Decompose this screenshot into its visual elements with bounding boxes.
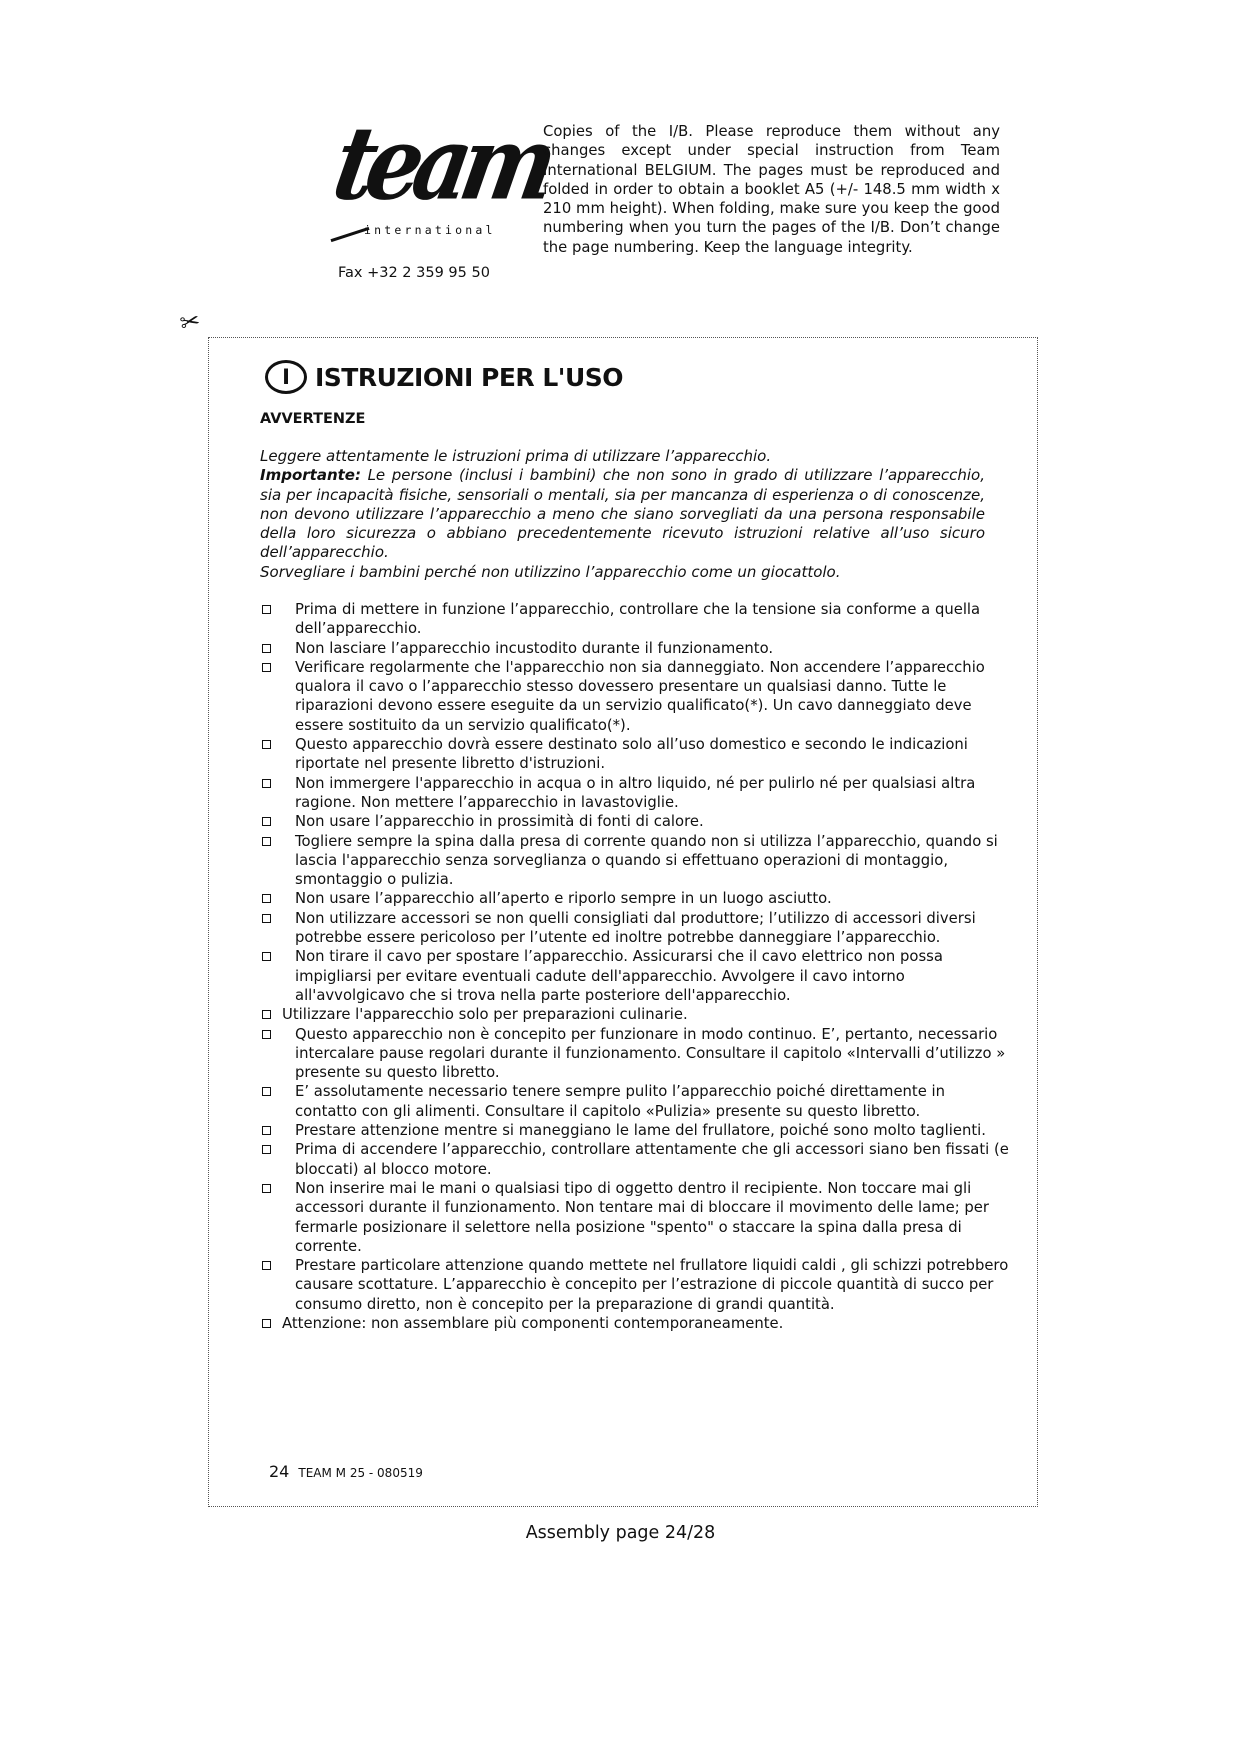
team-logo — [325, 103, 558, 255]
checkbox-bullet-icon — [262, 1145, 271, 1154]
checkbox-bullet-icon — [262, 663, 271, 672]
section-heading — [265, 360, 623, 394]
warnings-subheading: AVVERTENZE — [260, 411, 366, 427]
list-item: Verificare regolarmente che l'apparecchio non sia danneggiato. Non accendere l’apparecchio qualora il cavo o l’apparecchio stesso dovessero presentare un qualsiasi danno. Tutte le riparazioni devono essere eseguite da un servizio qualificato(*). Un cavo danneggiato deve essere sostituito da un servizio qualificato(*). — [260, 658, 1010, 735]
checkbox-bullet-icon — [262, 779, 271, 788]
list-item: Prima di mettere in funzione l’apparecchio, controllare che la tensione sia conforme a quella dell’apparecchio. — [260, 600, 1010, 639]
checkbox-bullet-icon — [262, 952, 271, 961]
logo-subtext: international — [364, 223, 496, 237]
list-item: Non tirare il cavo per spostare l’apparecchio. Assicurarsi che il cavo elettrico non possa impigliarsi per evitare eventuali cadute dell'apparecchio. Avvolgere il cavo intorno all'avvolgicavo che si trova nella parte posteriore dell'apparecchio. — [260, 947, 1010, 1005]
list-item: Utilizzare l'apparecchio solo per preparazioni culinarie. — [260, 1005, 1010, 1024]
checkbox-bullet-icon — [262, 894, 271, 903]
list-item: Togliere sempre la spina dalla presa di corrente quando non si utilizza l’apparecchio, quando si lascia l'apparecchio senza sorveglianza o quando si effettuano operazioni di montaggio, smontaggio o pulizia. — [260, 832, 1010, 890]
scissors-icon: ✂ — [177, 306, 203, 338]
intro-line-read: Leggere attentamente le istruzioni prima di utilizzare l’apparecchio. — [260, 447, 772, 465]
list-item: Non usare l’apparecchio in prossimità di fonti di calore. — [260, 812, 1010, 831]
checkbox-bullet-icon — [262, 1087, 271, 1096]
checkbox-bullet-icon — [262, 1010, 271, 1019]
list-item: Prestare attenzione mentre si maneggiano le lame del frullatore, poiché sono molto taglienti. — [260, 1121, 1010, 1140]
intro-text — [260, 447, 985, 582]
list-item: Attenzione: non assemblare più componenti contemporaneamente. — [260, 1314, 1010, 1333]
checkbox-bullet-icon — [262, 837, 271, 846]
list-item: Prestare particolare attenzione quando mettete nel frullatore liquidi caldi , gli schizzi potrebbero causare scottature. L’apparecchio è concepito per l’estrazione di piccole quantità di succo per consumo diretto, non è concepito per la preparazione di grandi quantità. — [260, 1256, 1010, 1314]
list-item: Non immergere l'apparecchio in acqua o in altro liquido, né per pulirlo né per qualsiasi altra ragione. Non mettere l’apparecchio in lavastoviglie. — [260, 774, 1010, 813]
list-item: Non inserire mai le mani o qualsiasi tipo di oggetto dentro il recipiente. Non toccare mai gli accessori durante il funzionamento. Non tentare mai di bloccare il movimento delle lame; per fermarle posizionare il selettore nella posizione "spento" o staccare la spina dalla presa di corrente. — [260, 1179, 1010, 1256]
checkbox-bullet-icon — [262, 1319, 271, 1328]
checkbox-bullet-icon — [262, 1184, 271, 1193]
document-code: TEAM M 25 - 080519 — [298, 1466, 423, 1480]
reproduction-instructions: Copies of the I/B. Please reproduce them without any changes except under special instruction from Team International BELGIUM. The pages must be reproduced and folded in order to obtain a booklet A5 (+/- 148.5 mm width x 210 mm height). When folding, make sure you keep the good numbering when you turn the pages of the I/B. Don’t change the page numbering. Keep the language integrity. — [543, 123, 1000, 256]
checkbox-bullet-icon — [262, 914, 271, 923]
checkbox-bullet-icon — [262, 1030, 271, 1039]
logo-wordmark: team — [325, 103, 558, 223]
list-item: Prima di accendere l’apparecchio, controllare attentamente che gli accessori siano ben fissati (e bloccati) al blocco motore. — [260, 1140, 1010, 1179]
assembly-page-label: Assembly page 24/28 — [525, 1523, 716, 1543]
checkbox-bullet-icon — [262, 1126, 271, 1135]
language-badge: I — [265, 360, 307, 394]
page-footer — [269, 1462, 423, 1481]
page-number: 24 — [269, 1462, 290, 1481]
list-item: Questo apparecchio dovrà essere destinato solo all’uso domestico e secondo le indicazioni riportate nel presente libretto d'istruzioni. — [260, 735, 1010, 774]
checkbox-bullet-icon — [262, 817, 271, 826]
list-item: Non lasciare l’apparecchio incustodito durante il funzionamento. — [260, 639, 1010, 658]
warnings-list — [260, 600, 1010, 1333]
fax-number: Fax +32 2 359 95 50 — [338, 265, 490, 281]
list-item: Questo apparecchio non è concepito per funzionare in modo continuo. E’, pertanto, necessario intercalare pause regolari durante il funzionamento. Consultare il capitolo «Intervalli d’utilizzo » presente su questo libretto. — [260, 1025, 1010, 1083]
checkbox-bullet-icon — [262, 1261, 271, 1270]
list-item: Non usare l’apparecchio all’aperto e riporlo sempre in un luogo asciutto. — [260, 889, 1010, 908]
intro-important — [260, 466, 985, 562]
important-label: Importante: — [260, 466, 361, 485]
checkbox-bullet-icon — [262, 605, 271, 614]
list-item: E’ assolutamente necessario tenere sempre pulito l’apparecchio poiché direttamente in contatto con gli alimenti. Consultare il capitolo «Pulizia» presente su questo libretto. — [260, 1082, 1010, 1121]
checkbox-bullet-icon — [262, 644, 271, 653]
intro-line-supervise: Sorvegliare i bambini perché non utilizzino l’apparecchio come un giocattolo. — [260, 562, 841, 581]
instruction-page-panel — [208, 337, 1038, 1507]
page-title: ISTRUZIONI PER L'USO — [315, 362, 624, 392]
important-text: Le persone (inclusi i bambini) che non sono in grado di utilizzare l’apparecchio, sia per incapacità fisiche, sensoriali o mentali, sia per mancanza di esperienza o di conoscenze, non devono utilizzare l’apparecchio a meno che siano sorvegliati da una persona responsabile della loro sicurezza o abbiano precedentemente ricevuto istruzioni relative all’uso sicuro dell’apparecchio. — [260, 466, 985, 562]
checkbox-bullet-icon — [262, 740, 271, 749]
list-item: Non utilizzare accessori se non quelli consigliati dal produttore; l’utilizzo di accessori diversi potrebbe essere pericoloso per l’utente ed inoltre potrebbe danneggiare l’apparecchio. — [260, 909, 1010, 948]
